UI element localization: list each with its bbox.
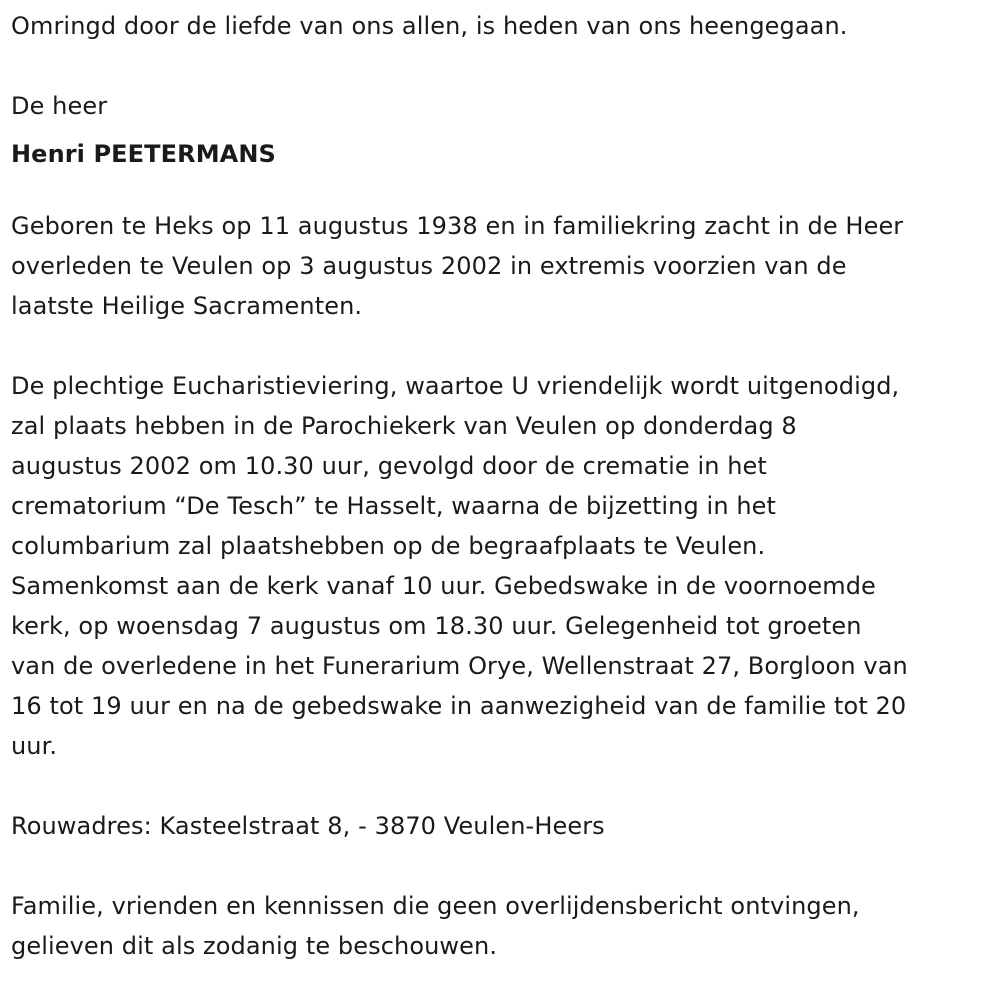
closing-paragraph [11, 886, 996, 966]
spacer [11, 846, 996, 886]
text-line: laatste Heilige Sacramenten. [11, 292, 363, 320]
text-line: De plechtige Eucharistieviering, waartoe U vriendelijk wordt uitgenodigd, [11, 372, 900, 400]
text-line: uur. [11, 732, 58, 760]
text-line: 16 tot 19 uur en na de gebedswake in aanwezigheid van de familie tot 20 [11, 692, 907, 720]
text-line: van de overledene in het Funerarium Orye, Wellenstraat 27, Borgloon van [11, 652, 908, 680]
text-line: overleden te Veulen op 3 augustus 2002 in extremis voorzien van de [11, 252, 847, 280]
birth-death-paragraph [11, 206, 996, 326]
text-line: columbarium zal plaatshebben op de begraafplaats te Veulen. [11, 532, 766, 560]
spacer [11, 46, 996, 86]
intro-line: Omringd door de liefde van ons allen, is heden van ons heengegaan. [11, 12, 848, 40]
mourning-address: Rouwadres: Kasteelstraat 8, - 3870 Veulen-Heers [11, 812, 605, 840]
deceased-name: Henri PEETERMANS [11, 140, 276, 168]
text-line: Familie, vrienden en kennissen die geen overlijdensbericht ontvingen, [11, 892, 860, 920]
salutation: De heer [11, 92, 108, 120]
text-line: augustus 2002 om 10.30 uur, gevolgd door de crematie in het [11, 452, 767, 480]
text-line: zal plaats hebben in de Parochiekerk van Veulen op donderdag 8 [11, 412, 797, 440]
spacer [11, 326, 996, 366]
spacer [11, 174, 996, 206]
ceremony-paragraph [11, 366, 996, 766]
spacer [11, 766, 996, 806]
text-line: kerk, op woensdag 7 augustus om 18.30 uur. Gelegenheid tot groeten [11, 612, 862, 640]
text-line: crematorium “De Tesch” te Hasselt, waarna de bijzetting in het [11, 492, 777, 520]
text-line: gelieven dit als zodanig te beschouwen. [11, 932, 498, 960]
death-notice [11, 6, 996, 966]
text-line: Geboren te Heks op 11 augustus 1938 en in familiekring zacht in de Heer [11, 212, 904, 240]
text-line: Samenkomst aan de kerk vanaf 10 uur. Gebedswake in de voornoemde [11, 572, 876, 600]
